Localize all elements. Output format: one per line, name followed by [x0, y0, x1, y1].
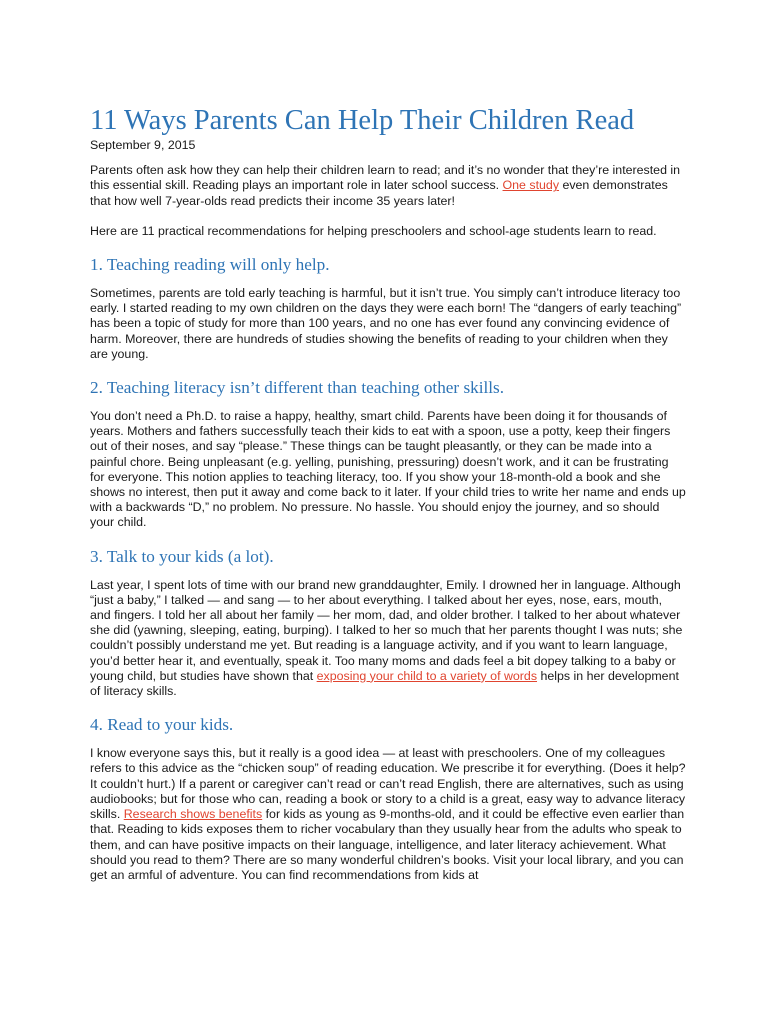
- section-4-text: I know everyone says this, but it really is a good idea — at least with preschoolers. One of my colleagues refers to this advice as the “chicken soup” of reading education. We prescribe it for everything. (Does it help? It couldn’t hurt.) If a parent or caregiver can’t read or can’t read English, there are alternatives, such as using audiobooks; but for those who can, reading a book or story to a child is a great, easy way to advance literacy skills.: [90, 746, 686, 822]
- intro-paragraph-2: Here are 11 practical recommendations for helping preschoolers and school-age students learn to read.: [90, 223, 657, 238]
- section-heading-3: 3. Talk to your kids (a lot).: [90, 546, 274, 566]
- one-study-link[interactable]: One study: [502, 178, 560, 193]
- research-benefits-link[interactable]: Research shows benefits: [123, 807, 263, 822]
- document-page: [90, 104, 686, 898]
- exposing-words-link[interactable]: exposing your child to a variety of words: [316, 668, 538, 683]
- section-heading-1: 1. Teaching reading will only help.: [90, 255, 330, 275]
- intro-text-end: even demonstrates that how well 7-year-olds read predicts their income 35 years later!: [90, 178, 668, 208]
- section-4-text-end: for kids as young as 9-months-old, and it could be effective even earlier than that. Reading to kids exposes them to richer vocabulary than they usually hear from the adults who speak to them, and can have positive impacts on their language, intelligence, and later literacy achievement. What should you read to them? There are so many wonderful children’s books. Visit your local library, and you can get an armful of adventure. You can find recommendations from kids at: [90, 807, 685, 882]
- document-title: 11 Ways Parents Can Help Their Children Read: [90, 105, 635, 136]
- section-heading-4: 4. Read to your kids.: [90, 715, 234, 735]
- section-body-1: Sometimes, parents are told early teaching is harmful, but it isn’t true. You simply can’t introduce literacy too early. I started reading to my own children on the days they were each born! The “dangers of early teaching” has been a topic of study for more than 100 years, and no one has ever found any convincing evidence of harm. Moreover, there are hundreds of studies showing the benefits of reading to your children when they are young.: [90, 286, 682, 361]
- intro-text: Parents often ask how they can help their children learn to read; and it’s no wonder that they’re interested in this essential skill. Reading plays an important role in later school success.: [90, 163, 681, 193]
- intro-paragraph: [90, 163, 686, 209]
- section-body-2: You don’t need a Ph.D. to raise a happy, healthy, smart child. Parents have been doing it for thousands of years. Mothers and fathers successfully teach their kids to eat with a spoon, use a potty, keep their fingers out of their noses, and say “please.” These things can be taught pleasantly, or they can be made into a painful chore. Being unpleasant (e.g. yelling, punishing, pressuring) doesn’t work, and it can be frustrating for everyone. This notion applies to teaching literacy, too. If you show your 18-month-old a book and she shows no interest, then put it away and come back to it later. If your child tries to write her name and ends up with a backwards “D,” no problem. No pressure. No hassle. You should enjoy the journey, and so should your child.: [90, 409, 686, 530]
- section-body-4: [90, 746, 686, 883]
- section-3-text-end: helps in her development of literacy skills.: [90, 668, 679, 699]
- section-heading-2: 2. Teaching literacy isn’t different than teaching other skills.: [90, 378, 505, 398]
- section-3-text: Last year, I spent lots of time with our brand new granddaughter, Emily. I drowned her in language. Although “just a baby,” I talked — and sang — to her about everything. I talked about her eyes, nose, ears, mouth, and fingers. I told her all about her family — her mom, dad, and older brother. I talked to her about whatever she did (yawning, sleeping, eating, burping). I talked to her so much that her parents thought I was nuts; she couldn’t possibly understand me yet. But reading is a language activity, and if you want to learn language, you’d better hear it, and eventually, speak it. Too many moms and dads feel a bit dopey talking to a baby or young child, but studies have shown that: [90, 577, 683, 683]
- section-body-3: [90, 578, 686, 700]
- publish-date: September 9, 2015: [90, 138, 196, 152]
